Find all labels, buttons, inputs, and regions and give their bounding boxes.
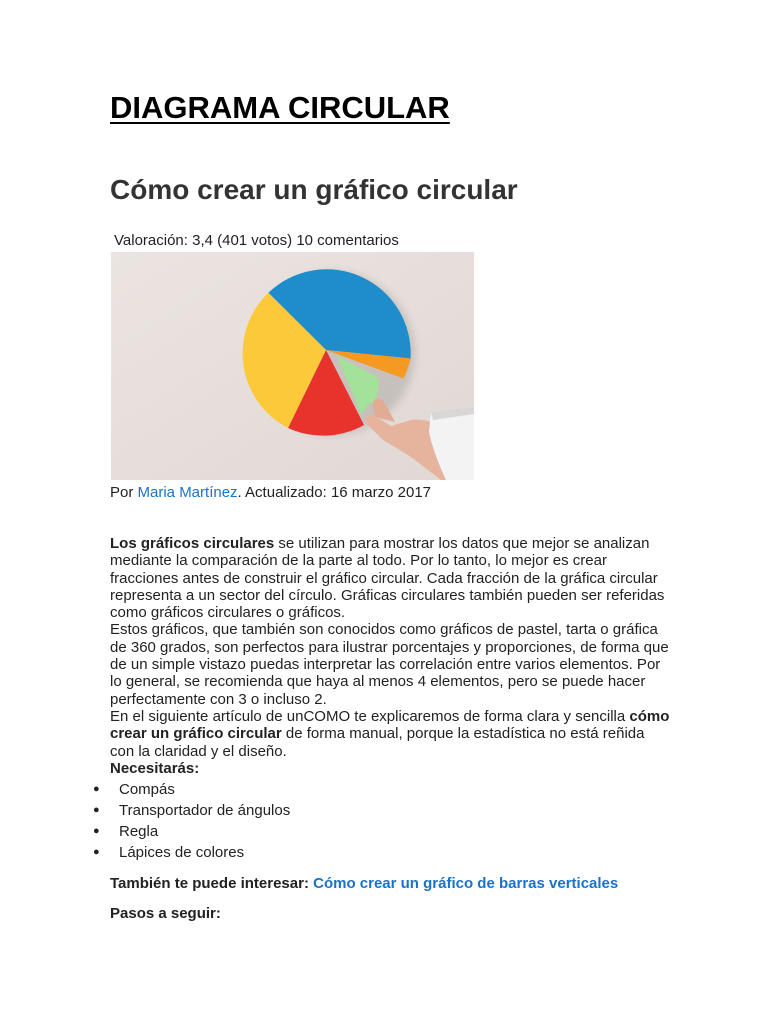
steps-heading: Pasos a seguir: — [110, 905, 221, 922]
bullet-icon: ● — [93, 825, 100, 837]
bullet-icon: ● — [93, 846, 100, 858]
related-article — [110, 874, 618, 894]
byline-prefix: Por — [110, 484, 138, 501]
byline — [110, 483, 431, 503]
pie-chart-photo — [111, 252, 474, 480]
list-item: ● Lápices de colores — [93, 844, 245, 861]
intro-bold-howto: cómo crear un gráfico circular — [110, 707, 670, 743]
related-article-link[interactable]: Cómo crear un gráfico de barras verticales — [313, 875, 619, 892]
list-item: ● Transportador de ángulos — [93, 802, 291, 819]
intro-paragraph-3 — [110, 708, 670, 760]
article-title: Cómo crear un gráfico circular — [110, 174, 518, 205]
related-label: También te puede interesar: — [110, 875, 314, 892]
intro-text-1: se utilizan para mostrar los datos que mejor se analizan mediante la comparación de la parte al todo. Por lo tanto, lo mejor es crear fracciones antes de construir el gráfico circular. Cada fracción de la gráfica circular representa a un sector del círculo. Gráficas circulares también pueden ser referidas como gráficos circulares o gráficos. — [110, 535, 665, 622]
needs-heading: Necesitarás: — [110, 759, 200, 777]
list-item: ● Compás — [93, 781, 175, 798]
rating-line: Valoración: 3,4 (401 votos) 10 comentarios — [114, 232, 399, 249]
intro-text-3a: En el siguiente artículo de unCOMO te explicaremos de forma clara y sencilla — [110, 707, 630, 725]
bullet-icon: ● — [93, 804, 100, 816]
intro-paragraph-1 — [110, 535, 670, 621]
bullet-icon: ● — [93, 783, 100, 795]
intro-bold-term: Los gráficos circulares — [110, 535, 275, 552]
materials-list — [0, 779, 768, 863]
byline-updated: . Actualizado: 16 marzo 2017 — [237, 484, 432, 501]
list-item: ● Regla — [93, 823, 159, 840]
pie-graphic — [243, 269, 415, 435]
page-heading: DIAGRAMA CIRCULAR — [110, 90, 450, 125]
intro-text-3b: de forma manual, porque la estadística no está reñida con la claridad y el diseño. — [110, 725, 645, 760]
article-body — [110, 535, 670, 777]
intro-paragraph-2: Estos gráficos, que también son conocidos como gráficos de pastel, tarta o gráfica de 360 grados, son perfectos para ilustrar porcentajes y proporciones, de forma que de un simple vistazo puedas interpretar las correlación entre varios elementos. Por lo general, se recomienda que haya al menos 4 elementos, pero se puede hacer perfectamente con 3 o incluso 2. — [110, 621, 669, 708]
author-link[interactable]: Maria Martínez — [137, 484, 238, 501]
